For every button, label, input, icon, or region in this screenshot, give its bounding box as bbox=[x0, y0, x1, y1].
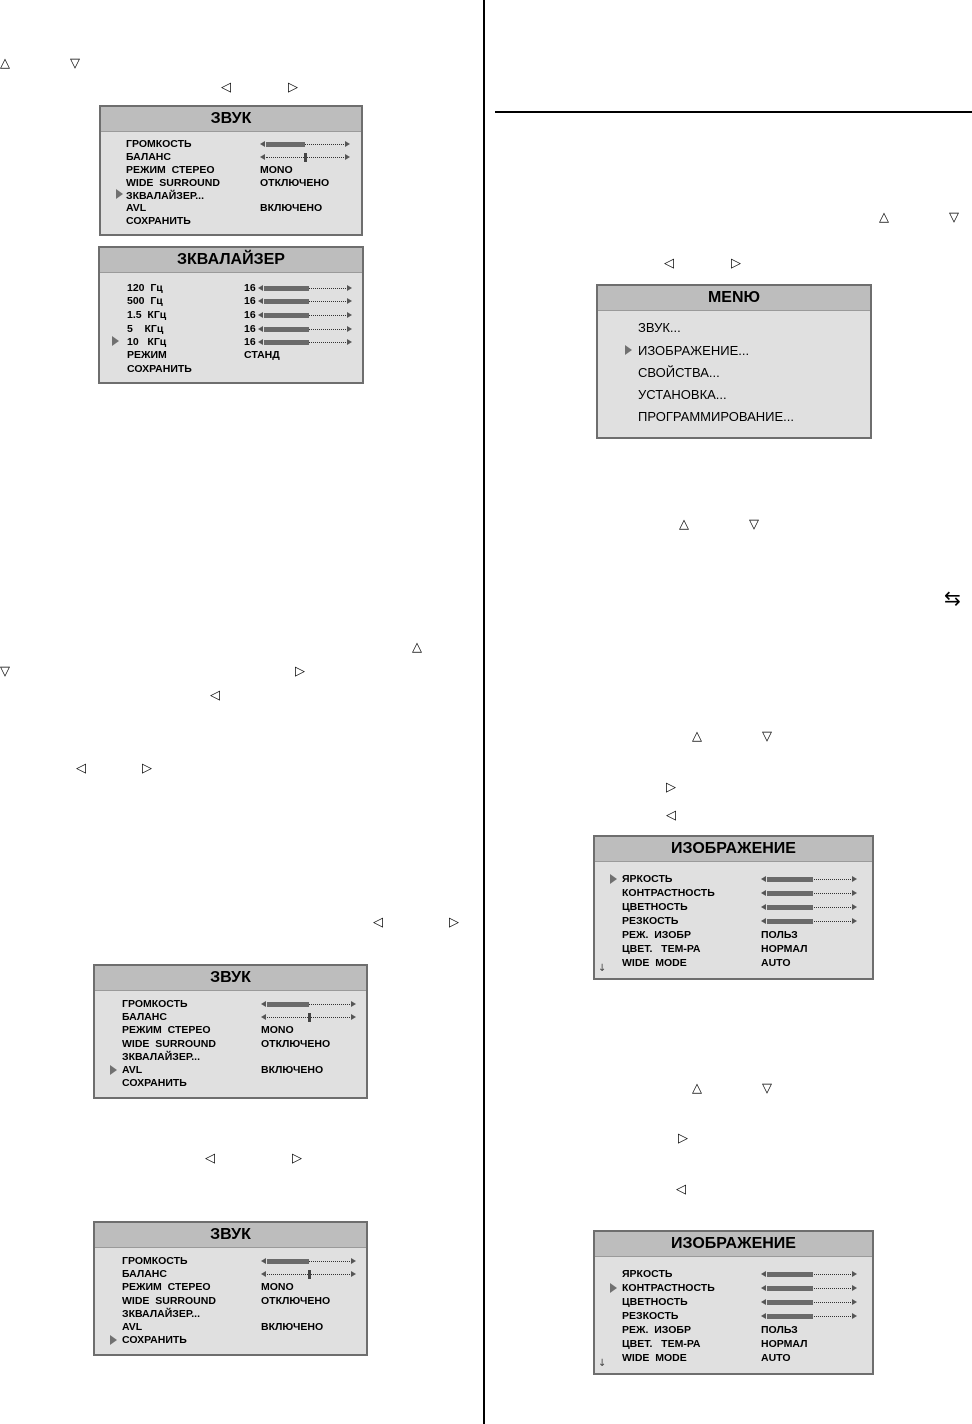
right-arrow-icon: ▷ bbox=[666, 780, 676, 795]
row-value: AUTO bbox=[761, 957, 791, 969]
menu-row[interactable] bbox=[595, 873, 872, 886]
band-slider[interactable] bbox=[258, 326, 352, 333]
picture-slider[interactable] bbox=[761, 1313, 857, 1320]
row-label: ЦВЕТНОСТЬ bbox=[622, 901, 688, 913]
menu-row[interactable] bbox=[95, 1255, 366, 1268]
row-label: ГРОМКОСТЬ bbox=[122, 1255, 188, 1267]
cycle-icon: ⇆ bbox=[944, 586, 961, 610]
menu-row[interactable] bbox=[101, 164, 361, 177]
row-label: БАЛАНС bbox=[122, 1011, 167, 1023]
menu-row[interactable] bbox=[595, 1310, 872, 1323]
row-label: AVL bbox=[122, 1064, 143, 1076]
menu-row[interactable] bbox=[100, 363, 362, 376]
slider-right-arrow-icon bbox=[852, 904, 857, 910]
menu-row[interactable] bbox=[101, 138, 361, 151]
slider-right-arrow-icon bbox=[347, 312, 352, 318]
row-label: БАЛАНС bbox=[126, 151, 171, 163]
row-value: ОТКЛЮЧЕНО bbox=[261, 1038, 331, 1050]
row-label: СОХРАНИТЬ bbox=[127, 363, 192, 375]
menu-item-programming[interactable]: ПРОГРАММИРОВАНИЕ... bbox=[638, 409, 794, 424]
up-arrow-icon: △ bbox=[679, 517, 689, 532]
menu-row[interactable] bbox=[95, 1321, 366, 1334]
row-label: РЕЖИМ bbox=[127, 349, 167, 361]
row-value: ВКЛЮЧЕНО bbox=[261, 1321, 324, 1333]
row-label: СОХРАНИТЬ bbox=[122, 1077, 187, 1089]
picture-slider[interactable] bbox=[761, 890, 857, 897]
slider-left-arrow-icon bbox=[258, 312, 263, 318]
menu-row[interactable] bbox=[100, 295, 362, 308]
slider-right-arrow-icon bbox=[345, 141, 350, 147]
slider-right-arrow-icon bbox=[351, 1258, 356, 1264]
row-label: WIDE SURROUND bbox=[122, 1295, 216, 1307]
volume-slider[interactable] bbox=[260, 141, 350, 148]
down-arrow-icon: ▽ bbox=[70, 56, 80, 71]
balance-slider[interactable] bbox=[261, 1014, 356, 1021]
band-slider[interactable] bbox=[258, 339, 352, 346]
right-arrow-icon: ▷ bbox=[449, 915, 459, 930]
menu-row[interactable] bbox=[595, 887, 872, 900]
slider-right-arrow-icon bbox=[852, 1285, 857, 1291]
down-arrow-icon: ▽ bbox=[749, 517, 759, 532]
row-label: 500 Гц bbox=[127, 295, 163, 307]
row-label: СОХРАНИТЬ bbox=[122, 1334, 187, 1346]
row-value: MONO bbox=[261, 1281, 294, 1293]
menu-row[interactable] bbox=[595, 929, 872, 942]
row-label: 10 КГц bbox=[127, 336, 167, 348]
left-arrow-icon: ◁ bbox=[676, 1182, 686, 1197]
slider-right-arrow-icon bbox=[852, 1313, 857, 1319]
osd-title: ИЗОБРАЖЕНИЕ bbox=[595, 1232, 872, 1257]
band-slider[interactable] bbox=[258, 312, 352, 319]
menu-row[interactable] bbox=[95, 1064, 366, 1077]
menu-row[interactable] bbox=[100, 336, 362, 349]
slider-fill bbox=[264, 313, 309, 318]
row-value: 16 bbox=[244, 323, 256, 335]
row-label: КОНТРАСТНОСТЬ bbox=[622, 887, 715, 899]
row-value: 16 bbox=[244, 295, 256, 307]
row-value: 16 bbox=[244, 336, 256, 348]
slider-fill bbox=[767, 905, 813, 910]
row-value: СТАНД bbox=[244, 349, 280, 361]
menu-row[interactable] bbox=[595, 1338, 872, 1351]
row-value: 16 bbox=[244, 282, 256, 294]
up-arrow-icon: △ bbox=[0, 56, 10, 71]
row-label: WIDE SURROUND bbox=[122, 1038, 216, 1050]
left-arrow-icon: ◁ bbox=[666, 808, 676, 823]
menu-row[interactable] bbox=[95, 1268, 366, 1281]
picture-slider[interactable] bbox=[761, 904, 857, 911]
selection-pointer-icon bbox=[625, 345, 632, 355]
menu-row[interactable] bbox=[595, 1282, 872, 1295]
balance-slider[interactable] bbox=[261, 1271, 356, 1278]
row-label: ЯРКОСТЬ bbox=[622, 1268, 673, 1280]
left-arrow-icon: ◁ bbox=[205, 1151, 215, 1166]
menu-row[interactable] bbox=[595, 943, 872, 956]
down-arrow-icon: ▽ bbox=[762, 729, 772, 744]
slider-fill bbox=[767, 877, 813, 882]
up-arrow-icon: △ bbox=[692, 729, 702, 744]
slider-left-arrow-icon bbox=[258, 339, 263, 345]
row-value: ОТКЛЮЧЕНО bbox=[260, 177, 330, 189]
row-label: РЕЖИМ СТЕРЕО bbox=[122, 1281, 211, 1293]
down-arrow-icon: ▽ bbox=[762, 1081, 772, 1096]
up-arrow-icon: △ bbox=[692, 1081, 702, 1096]
menu-row[interactable] bbox=[595, 1268, 872, 1281]
slider-right-arrow-icon bbox=[347, 326, 352, 332]
slider-thumb bbox=[304, 153, 307, 162]
osd-title: ИЗОБРАЖЕНИЕ bbox=[595, 837, 872, 862]
osd-title: MENЮ bbox=[598, 286, 870, 311]
volume-slider[interactable] bbox=[261, 1001, 356, 1008]
menu-row[interactable] bbox=[100, 282, 362, 295]
left-arrow-icon: ◁ bbox=[221, 80, 231, 95]
slider-right-arrow-icon bbox=[852, 1299, 857, 1305]
picture-slider[interactable] bbox=[761, 876, 857, 883]
right-arrow-icon: ▷ bbox=[295, 664, 305, 679]
picture-slider[interactable] bbox=[761, 918, 857, 925]
menu-item-picture[interactable]: ИЗОБРАЖЕНИЕ... bbox=[638, 343, 750, 358]
slider-left-arrow-icon bbox=[261, 1014, 266, 1020]
menu-row[interactable] bbox=[101, 215, 361, 228]
right-arrow-icon: ▷ bbox=[678, 1131, 688, 1146]
row-label: AVL bbox=[126, 202, 147, 214]
row-value: MONO bbox=[260, 164, 293, 176]
slider-left-arrow-icon bbox=[260, 141, 265, 147]
slider-fill bbox=[767, 1314, 813, 1319]
row-label: ЯРКОСТЬ bbox=[622, 873, 673, 885]
right-arrow-icon: ▷ bbox=[292, 1151, 302, 1166]
osd-title: ЗВУК bbox=[95, 966, 366, 991]
slider-fill bbox=[264, 286, 309, 291]
row-label: СОХРАНИТЬ bbox=[126, 215, 191, 227]
up-arrow-icon: △ bbox=[879, 210, 889, 225]
slider-fill bbox=[767, 919, 813, 924]
menu-row[interactable] bbox=[95, 1077, 366, 1090]
menu-row[interactable] bbox=[95, 1281, 366, 1294]
row-label: ГРОМКОСТЬ bbox=[122, 998, 188, 1010]
band-slider[interactable] bbox=[258, 298, 352, 305]
slider-left-arrow-icon bbox=[258, 285, 263, 291]
slider-left-arrow-icon bbox=[761, 876, 766, 882]
row-label: 1.5 КГц bbox=[127, 309, 167, 321]
slider-left-arrow-icon bbox=[761, 904, 766, 910]
slider-left-arrow-icon bbox=[761, 1271, 766, 1277]
up-arrow-icon: △ bbox=[412, 640, 422, 655]
row-label: ЗКВАЛАЙЗЕР... bbox=[122, 1051, 201, 1063]
menu-row[interactable] bbox=[595, 915, 872, 928]
row-label: РЕЖ. ИЗОБР bbox=[622, 929, 691, 941]
scroll-down-icon[interactable]: ↓ bbox=[598, 963, 607, 974]
down-arrow-icon: ▽ bbox=[949, 210, 959, 225]
down-arrow-icon: ▽ bbox=[0, 664, 10, 679]
menu-item-features[interactable]: СВОЙСТВА... bbox=[638, 365, 720, 380]
row-value: MONO bbox=[261, 1024, 294, 1036]
left-arrow-icon: ◁ bbox=[76, 761, 86, 776]
menu-row[interactable] bbox=[595, 957, 872, 970]
section-divider bbox=[495, 111, 972, 113]
row-label: 5 КГц bbox=[127, 323, 164, 335]
row-value: НОРМАЛ bbox=[761, 1338, 808, 1350]
menu-row[interactable] bbox=[100, 309, 362, 322]
menu-item-sound[interactable]: ЗВУК... bbox=[638, 320, 681, 335]
slider-fill bbox=[267, 1259, 309, 1264]
equalizer-menu-osd bbox=[98, 246, 364, 384]
menu-row[interactable] bbox=[95, 1295, 366, 1308]
menu-row[interactable] bbox=[595, 1296, 872, 1309]
slider-left-arrow-icon bbox=[258, 326, 263, 332]
slider-left-arrow-icon bbox=[260, 154, 265, 160]
menu-row[interactable] bbox=[100, 349, 362, 362]
row-label: WIDE MODE bbox=[622, 1352, 687, 1364]
menu-row[interactable] bbox=[100, 323, 362, 336]
osd-title: ЗВУК bbox=[95, 1223, 366, 1248]
slider-right-arrow-icon bbox=[852, 918, 857, 924]
row-label: ЗКВАЛАЙЗЕР... bbox=[122, 1308, 201, 1320]
slider-left-arrow-icon bbox=[761, 1313, 766, 1319]
slider-right-arrow-icon bbox=[351, 1271, 356, 1277]
slider-right-arrow-icon bbox=[852, 1271, 857, 1277]
slider-thumb bbox=[308, 1013, 311, 1022]
row-label: ЦВЕТ. ТЕМ-РА bbox=[622, 943, 701, 955]
menu-row[interactable] bbox=[95, 1051, 366, 1064]
main-menu-osd bbox=[596, 284, 872, 439]
slider-fill bbox=[767, 1286, 813, 1291]
slider-left-arrow-icon bbox=[761, 1299, 766, 1305]
slider-fill bbox=[767, 1272, 813, 1277]
menu-row[interactable] bbox=[95, 998, 366, 1011]
picture-slider[interactable] bbox=[761, 1285, 857, 1292]
slider-fill bbox=[264, 327, 309, 332]
row-label: РЕЖ. ИЗОБР bbox=[622, 1324, 691, 1336]
volume-slider[interactable] bbox=[261, 1258, 356, 1265]
menu-row[interactable] bbox=[95, 1334, 366, 1347]
menu-row[interactable] bbox=[101, 151, 361, 164]
row-value: ПОЛЬЗ bbox=[761, 929, 798, 941]
slider-left-arrow-icon bbox=[261, 1001, 266, 1007]
row-label: AVL bbox=[122, 1321, 143, 1333]
menu-row[interactable] bbox=[595, 901, 872, 914]
picture-menu-osd bbox=[593, 835, 874, 980]
sound-menu-osd bbox=[93, 964, 368, 1099]
row-label: БАЛАНС bbox=[122, 1268, 167, 1280]
row-value: ВКЛЮЧЕНО bbox=[260, 202, 323, 214]
osd-title: ЗВУК bbox=[101, 107, 361, 132]
slider-fill bbox=[266, 142, 305, 147]
slider-left-arrow-icon bbox=[258, 298, 263, 304]
slider-right-arrow-icon bbox=[852, 876, 857, 882]
right-arrow-icon: ▷ bbox=[731, 256, 741, 271]
sound-menu-osd bbox=[93, 1221, 368, 1356]
picture-slider[interactable] bbox=[761, 1299, 857, 1306]
menu-row[interactable] bbox=[95, 1011, 366, 1024]
menu-row[interactable] bbox=[101, 202, 361, 215]
row-label: ЦВЕТНОСТЬ bbox=[622, 1296, 688, 1308]
row-value: НОРМАЛ bbox=[761, 943, 808, 955]
row-label: 120 Гц bbox=[127, 282, 163, 294]
slider-right-arrow-icon bbox=[852, 890, 857, 896]
slider-fill bbox=[767, 1300, 813, 1305]
left-arrow-icon: ◁ bbox=[664, 256, 674, 271]
row-label: КОНТРАСТНОСТЬ bbox=[622, 1282, 715, 1294]
band-slider[interactable] bbox=[258, 285, 352, 292]
slider-right-arrow-icon bbox=[351, 1001, 356, 1007]
menu-row[interactable] bbox=[595, 1324, 872, 1337]
menu-row[interactable] bbox=[595, 1352, 872, 1365]
picture-slider[interactable] bbox=[761, 1271, 857, 1278]
row-label: РЕЗКОСТЬ bbox=[622, 915, 679, 927]
left-arrow-icon: ◁ bbox=[373, 915, 383, 930]
slider-left-arrow-icon bbox=[261, 1258, 266, 1264]
slider-right-arrow-icon bbox=[351, 1014, 356, 1020]
slider-left-arrow-icon bbox=[261, 1271, 266, 1277]
balance-slider[interactable] bbox=[260, 154, 350, 161]
row-label: WIDE SURROUND bbox=[126, 177, 220, 189]
slider-fill bbox=[767, 891, 813, 896]
slider-right-arrow-icon bbox=[345, 154, 350, 160]
row-value: AUTO bbox=[761, 1352, 791, 1364]
menu-item-setup[interactable]: УСТАНОВКА... bbox=[638, 387, 727, 402]
menu-row[interactable] bbox=[95, 1308, 366, 1321]
slider-left-arrow-icon bbox=[761, 1285, 766, 1291]
row-value: ПОЛЬЗ bbox=[761, 1324, 798, 1336]
menu-row[interactable] bbox=[95, 1024, 366, 1037]
menu-row[interactable] bbox=[101, 177, 361, 190]
row-label: ЗКВАЛАЙЗЕР... bbox=[126, 190, 205, 202]
right-arrow-icon: ▷ bbox=[288, 80, 298, 95]
picture-menu-osd bbox=[593, 1230, 874, 1375]
slider-thumb bbox=[308, 1270, 311, 1279]
osd-title: ЗКВАЛАЙЗЕР bbox=[100, 248, 362, 273]
right-arrow-icon: ▷ bbox=[142, 761, 152, 776]
slider-right-arrow-icon bbox=[347, 339, 352, 345]
sound-menu-osd bbox=[99, 105, 363, 236]
slider-left-arrow-icon bbox=[761, 890, 766, 896]
row-label: РЕЗКОСТЬ bbox=[622, 1310, 679, 1322]
menu-row[interactable] bbox=[95, 1038, 366, 1051]
slider-fill bbox=[264, 299, 309, 304]
slider-right-arrow-icon bbox=[347, 298, 352, 304]
row-label: РЕЖИМ СТЕРЕО bbox=[122, 1024, 211, 1036]
row-value: ОТКЛЮЧЕНО bbox=[261, 1295, 331, 1307]
row-value: 16 bbox=[244, 309, 256, 321]
slider-fill bbox=[264, 340, 309, 345]
scroll-down-icon[interactable]: ↓ bbox=[598, 1358, 607, 1369]
column-divider bbox=[483, 0, 485, 1424]
row-label: ГРОМКОСТЬ bbox=[126, 138, 192, 150]
slider-left-arrow-icon bbox=[761, 918, 766, 924]
slider-fill bbox=[267, 1002, 309, 1007]
slider-right-arrow-icon bbox=[347, 285, 352, 291]
row-value: ВКЛЮЧЕНО bbox=[261, 1064, 324, 1076]
row-label: WIDE MODE bbox=[622, 957, 687, 969]
row-label: ЦВЕТ. ТЕМ-РА bbox=[622, 1338, 701, 1350]
left-arrow-icon: ◁ bbox=[210, 688, 220, 703]
row-label: РЕЖИМ СТЕРЕО bbox=[126, 164, 215, 176]
